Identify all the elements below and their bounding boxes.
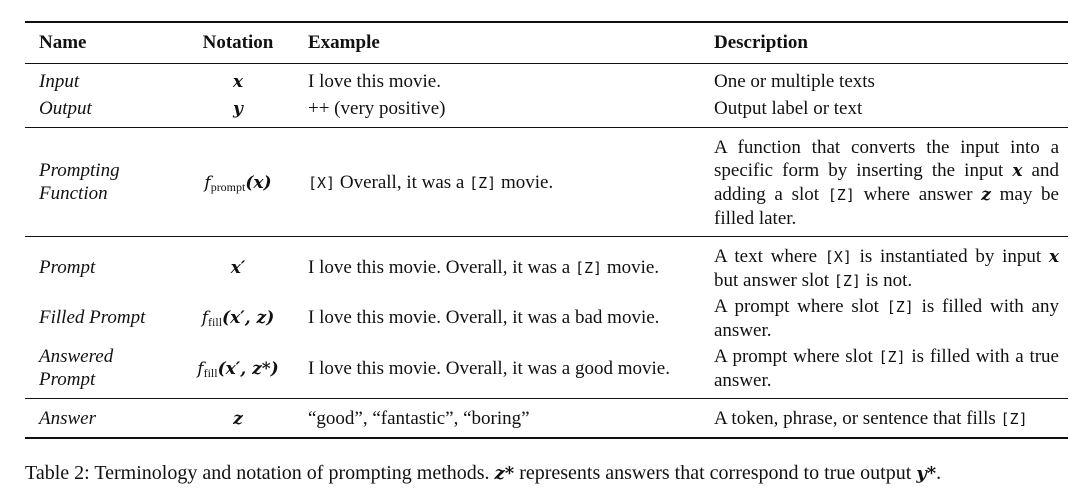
bottom-rule	[25, 437, 1068, 439]
row-output-example: ++ (very positive)	[308, 98, 446, 119]
row-prompting-function-example: [X] Overall, it was a [Z] movie.	[308, 172, 554, 193]
row-input-name: Input	[39, 71, 80, 92]
row-prompt-example: I love this movie. Overall, it was a [Z] movie.	[308, 257, 660, 278]
terminology-table	[25, 0, 1068, 440]
row-prompting-function-name-line2: Function	[39, 183, 108, 204]
row-prompt-notation: x′	[230, 258, 246, 278]
row-rule	[25, 398, 1068, 399]
row-output-description: Output label or text	[714, 98, 863, 119]
row-answered-prompt-name-line1: Answered	[39, 346, 114, 367]
row-output-notation: y	[233, 99, 243, 119]
row-answer-description: A token, phrase, or sentence that fills [Z]	[714, 408, 1028, 429]
row-prompting-function-name-line1: Prompting	[39, 160, 120, 181]
header-rule	[25, 63, 1068, 64]
row-answer-example: “good”, “fantastic”, “boring”	[308, 408, 530, 429]
header-name: Name	[39, 32, 87, 53]
row-answered-prompt-example: I love this movie. Overall, it was a good movie.	[308, 358, 670, 379]
header-notation: Notation	[202, 32, 274, 53]
row-output-name: Output	[39, 98, 92, 119]
row-answered-prompt-name-line2: Prompt	[39, 369, 96, 390]
header-example: Example	[308, 32, 380, 53]
row-input-notation: x	[232, 72, 244, 92]
row-rule	[25, 236, 1068, 237]
row-prompting-function-notation: $f_{prompt}(x)$	[204, 173, 272, 194]
row-filled-prompt-name: Filled Prompt	[39, 307, 146, 328]
row-rule	[25, 127, 1068, 128]
row-input-description: One or multiple texts	[714, 71, 875, 92]
header-description: Description	[714, 32, 808, 53]
row-answered-prompt-description: A prompt where slot [Z] is filled with a true answer.	[714, 346, 1059, 391]
row-filled-prompt-notation: $f_{fill}(x'$, z)	[201, 308, 275, 329]
row-filled-prompt-description: A prompt where slot [Z] is filled with any answer.	[714, 296, 1059, 341]
row-prompt-name: Prompt	[39, 257, 96, 278]
row-filled-prompt-example: I love this movie. Overall, it was a bad movie.	[308, 307, 660, 328]
row-answer-notation: z	[233, 409, 243, 429]
row-answered-prompt-notation: $f_{fill}(x'$, z*)	[197, 359, 279, 380]
row-prompting-function-description: A function that converts the input into a specific form by inserting the input x and adding a slot [Z] where answer z may be filled later.	[714, 137, 1059, 229]
row-prompt-description: A text where [X] is instantiated by input x but answer slot [Z] is not.	[714, 246, 1059, 291]
row-answer-name: Answer	[39, 408, 96, 429]
row-input-example: I love this movie.	[308, 71, 441, 92]
table-caption: Table 2: Terminology and notation of prompting methods. z* represents answers that correspond to true output y*.	[25, 462, 942, 484]
top-rule	[25, 21, 1068, 23]
